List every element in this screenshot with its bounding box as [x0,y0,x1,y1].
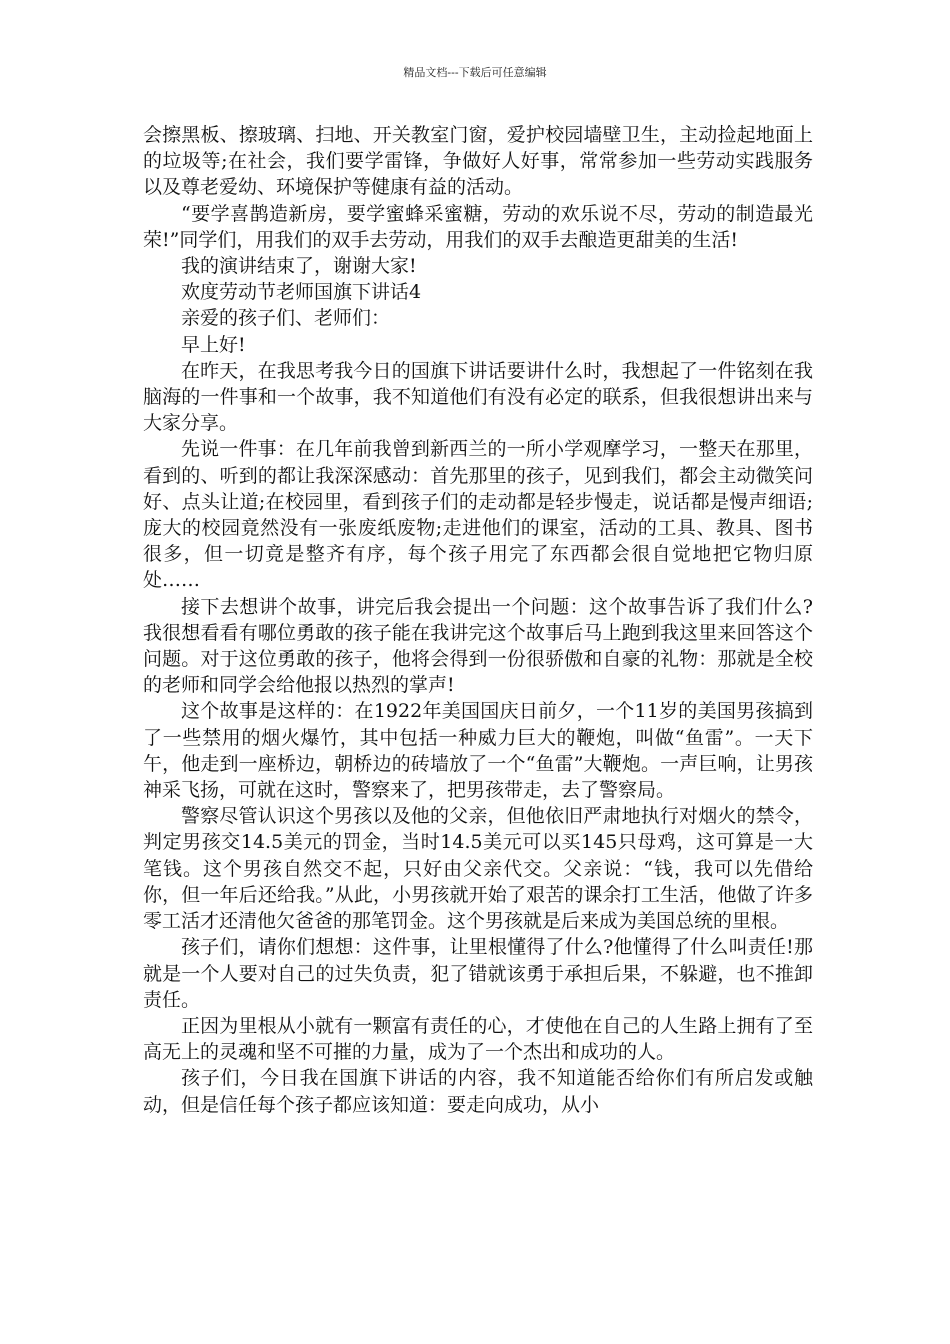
paragraph: 会擦黑板、擦玻璃、扫地、开关教室门窗，爱护校园墙壁卫生，主动捡起地面上的垃圾等;在社会，我们要学雷锋，争做好人好事，常常参加一些劳动实践服务以及尊老爱幼、环境保护等健康有益的活动。 [143,124,813,199]
paragraph: 这个故事是这样的：在1922年美国国庆日前夕，一个11岁的美国男孩搞到了一些禁用的烟火爆竹，其中包括一种威力巨大的鞭炮，叫做“鱼雷”。一天下午，他走到一座桥边，朝桥边的砖墙放了一个“鱼雷”大鞭炮。一声巨响，让男孩神采飞扬，可就在这时，警察来了，把男孩带走，去了警察局。 [143,700,813,802]
paragraph: 正因为里根从小就有一颗富有责任的心，才使他在自己的人生路上拥有了至高无上的灵魂和坚不可摧的力量，成为了一个杰出和成功的人。 [143,1014,813,1064]
greeting: 早上好! [181,333,246,356]
paragraph: 先说一件事：在几年前我曾到新西兰的一所小学观摩学习，一整天在那里，看到的、听到的都让我深深感动：首先那里的孩子，见到我们，都会主动微笑问好、点头让道;在校园里，看到孩子们的走动都是轻步慢走，说话都是慢声细语;庞大的校园竟然没有一张废纸废物;走进他们的课室，活动的工具、教具、图书很多，但一切竟是整齐有序，每个孩子用完了东西都会很自觉地把它物归原处…… [143,438,813,592]
document-body [143,122,813,1118]
section-title: 欢度劳动节老师国旗下讲话4 [181,281,422,304]
paragraph: 接下去想讲个故事，讲完后我会提出一个问题：这个故事告诉了我们什么?我很想看看有哪位勇敢的孩子能在我讲完这个故事后马上跑到我这里来回答这个问题。对于这位勇敢的孩子，他将会得到一份很骄傲和自豪的礼物：那就是全校的老师和同学会给他报以热烈的掌声! [143,595,813,697]
paragraph: “要学喜鹊造新房，要学蜜蜂采蜜糖，劳动的欢乐说不尽，劳动的制造最光荣!”同学们，用我们的双手去劳动，用我们的双手去酿造更甜美的生活! [143,202,813,251]
page-header: 精品文档---下载后可任意编辑 [403,66,547,79]
paragraph: 我的演讲结束了，谢谢大家! [181,255,417,278]
paragraph: 孩子们，今日我在国旗下讲话的内容，我不知道能否给你们有所启发或触动，但是信任每个孩子都应该知道：要走向成功，从小 [143,1067,813,1116]
paragraph: 警察尽管认识这个男孩以及他的父亲，但他依旧严肃地执行对烟火的禁令，判定男孩交14.5美元的罚金，当时14.5美元可以买145只母鸡，这可算是一大笔钱。这个男孩自然交不起，只好由父亲代交。父亲说：“钱，我可以先借给你，但一年后还给我。”从此，小男孩就开始了艰苦的课余打工生活，他做了许多零工活才还清他欠爸爸的那笔罚金。这个男孩就是后来成为美国总统的里根。 [143,805,813,933]
salutation: 亲爱的孩子们、老师们： [181,307,391,330]
paragraph: 孩子们，请你们想想：这件事，让里根懂得了什么?他懂得了什么叫责任!那就是一个人要对自己的过失负责，犯了错就该勇于承担后果，不躲避，也不推卸责任。 [143,936,813,1011]
paragraph: 在昨天，在我思考我今日的国旗下讲话要讲什么时，我想起了一件铭刻在我脑海的一件事和一个故事，我不知道他们有没有必定的联系，但我很想讲出来与大家分享。 [143,359,813,435]
